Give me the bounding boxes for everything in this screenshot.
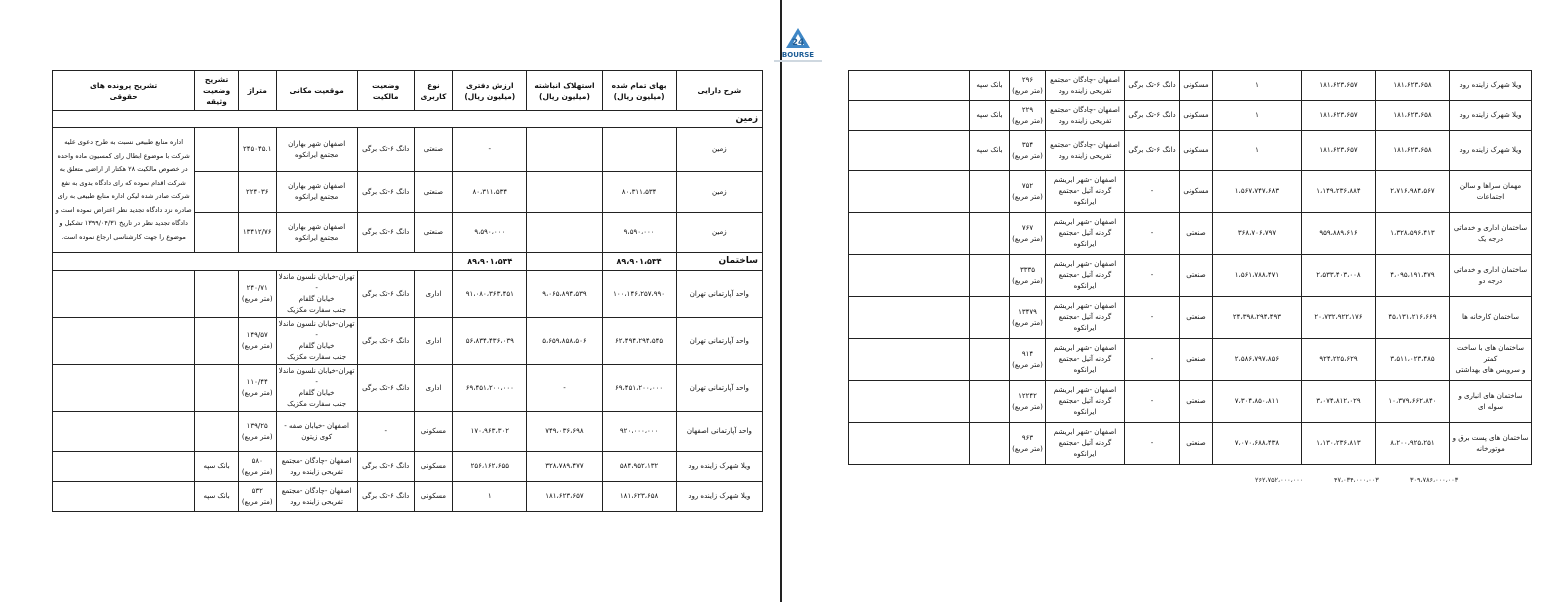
table-row [849, 381, 1532, 423]
table-cell [849, 423, 970, 465]
table-cell: اصفهان شهر بهاران مجتمع ایرانکوه [276, 172, 357, 213]
building-cost-total: ۸۹،۹۰۱،۵۳۴ [602, 253, 676, 271]
table-row [849, 255, 1532, 297]
table-row [849, 171, 1532, 213]
table-cell: اصفهان -چادگان -مجتمع تفریحی زاینده رود [1046, 71, 1125, 101]
table-cell [195, 271, 239, 318]
col-header: نوع کاربری [414, 71, 453, 111]
section-title-building: ساختمان [676, 253, 762, 271]
table-cell [195, 213, 239, 253]
table-cell: تهران-خیابان نلسون ماندلا - خیابان گلفام جنب سفارت مکزیک [276, 318, 357, 365]
table-cell: ۱۳۴۱۲/۷۶ [238, 213, 276, 253]
table-cell: اصفهان -چادگان -مجتمع تفریحی زاینده رود [1046, 131, 1125, 171]
table-cell: ۹۱،۰۸۰،۳۶۳،۴۵۱ [453, 271, 527, 318]
table-cell: دانگ ۶-تک برگی [357, 318, 414, 365]
total-depreciation: ۴۷،۰۳۴،۰۰۰،۰۰۳ [1334, 476, 1379, 484]
table-cell [53, 271, 195, 318]
table-cell: دانگ ۶-تک برگی [1125, 71, 1180, 101]
table-cell: ۱۸۱،۶۲۳،۶۵۷ [527, 482, 602, 512]
table-cell: ساختمان های با ساخت کمتر و سرویس های بهداشتی [1450, 339, 1532, 381]
table-cell: ۱۸۱،۶۲۳،۶۵۷ [1302, 71, 1376, 101]
table-cell [53, 412, 195, 452]
table-cell: صنعتی [1180, 255, 1213, 297]
table-cell [527, 172, 602, 213]
table-cell: مسکونی [1180, 101, 1213, 131]
section-title-land: زمین [53, 111, 763, 128]
table-cell: ۲۴۵۰۴۵.۱ [238, 128, 276, 172]
table-cell: ۵۸۰ (متر مربع) [238, 452, 276, 482]
table-cell: ۲۹۶ (متر مربع) [1010, 71, 1046, 101]
col-header: ارزش دفتری (میلیون ریال) [453, 71, 527, 111]
table-cell: دانگ ۶-تک برگی [1125, 101, 1180, 131]
assets-table-right [848, 70, 1532, 465]
svg-text:BOURSE: BOURSE [781, 51, 815, 59]
table-row [53, 271, 763, 318]
table-cell: زمین [676, 213, 762, 253]
table-cell [970, 255, 1010, 297]
table-cell [195, 412, 239, 452]
table-cell [970, 297, 1010, 339]
table-row [849, 213, 1532, 255]
table-cell: اصفهان -شهر ابریشم گردنه آتیل -مجتمع ایرانکوه [1046, 297, 1125, 339]
table-cell: ۱۱۰/۴۴ (متر مربع) [238, 365, 276, 412]
table-cell: دانگ ۶-تک برگی [357, 452, 414, 482]
table-cell: - [357, 412, 414, 452]
table-cell [53, 318, 195, 365]
table-cell: دانگ ۶-تک برگی [357, 128, 414, 172]
table-row [53, 412, 763, 452]
legal-note: اداره منابع طبیعی نسبت به طرح دعوی علیه شرکت با موضوع ابطال رای کمسیون ماده واحده در خصوص مالکیت ۲۸ هکتار از اراضی متعلق به شرکت اقدام نموده که رای دادگاه بدوی به نفع شرکت صادر شده لیکن اداره منابع طبیعی به رای صادره نزد دادگاه تجدید نظر اعتراض نموده است و دادگاه تجدید نظر در تاریخ ۱۳۹۹/۰۴/۳۱ تشکیل و موضوع را جهت کارشناسی ارجاع نموده است. [53, 128, 195, 253]
table-cell: ۱ [453, 482, 527, 512]
table-cell: ۱۰۰،۱۴۶،۲۵۷،۹۹۰ [602, 271, 676, 318]
table-cell [970, 213, 1010, 255]
table-cell [53, 452, 195, 482]
table-cell: اصفهان -چادگان -مجتمع تفریحی زاینده رود [276, 482, 357, 512]
table-cell: ۱،۵۶۱،۷۸۸،۴۷۱ [1213, 255, 1302, 297]
table-cell: ۱،۱۳۰،۲۳۶،۸۱۳ [1302, 423, 1376, 465]
table-cell: اصفهان -خیابان صفه - کوی زیتون [276, 412, 357, 452]
table-cell: ۱۸۱،۶۲۳،۶۵۸ [1376, 71, 1450, 101]
table-cell [970, 423, 1010, 465]
table-row [849, 101, 1532, 131]
table-cell [849, 101, 970, 131]
building-book-total: ۸۹،۹۰۱،۵۳۴ [453, 253, 527, 271]
table-cell: بانک سپه [970, 131, 1010, 171]
table-cell [849, 297, 970, 339]
table-cell: اداری [414, 271, 453, 318]
table-cell: اصفهان -شهر ابریشم گردنه آتیل -مجتمع ایرانکوه [1046, 339, 1125, 381]
table-cell: واحد آپارتمانی تهران [676, 365, 762, 412]
table-cell: اصفهان -شهر ابریشم گردنه آتیل -مجتمع ایرانکوه [1046, 213, 1125, 255]
table-cell: - [1125, 171, 1180, 213]
table-cell: صنعتی [1180, 297, 1213, 339]
table-cell: مسکونی [414, 482, 453, 512]
table-cell: - [1125, 381, 1180, 423]
table-cell [195, 128, 239, 172]
table-cell: مسکونی [1180, 131, 1213, 171]
col-header: موقعیت مکانی [276, 71, 357, 111]
table-cell: اداری [414, 365, 453, 412]
table-cell [970, 339, 1010, 381]
table-cell: ۷،۳۰۴،۸۵۰،۸۱۱ [1213, 381, 1302, 423]
table-cell: ۷۵۲ (متر مربع) [1010, 171, 1046, 213]
table-cell: ۱۸۱،۶۲۳،۶۵۷ [1302, 101, 1376, 131]
table-cell: صنعتی [1180, 423, 1213, 465]
table-cell: ۱۳۹/۲۵ (متر مربع) [238, 412, 276, 452]
table-cell [849, 255, 970, 297]
table-cell: مهمان سراها و سالن اجتماعات [1450, 171, 1532, 213]
table-cell: صنعتی [1180, 339, 1213, 381]
table-cell: مسکونی [414, 452, 453, 482]
table-cell: بانک سپه [195, 482, 239, 512]
table-row [53, 482, 763, 512]
table-cell: صنعتی [414, 172, 453, 213]
table-cell: ۲،۷۱۶،۹۸۴،۵۶۷ [1376, 171, 1450, 213]
table-cell: مسکونی [1180, 71, 1213, 101]
table-cell: ۳،۰۷۴،۸۱۲،۰۲۹ [1302, 381, 1376, 423]
table-cell: ۷۴۹،۰۳۶،۶۹۸ [527, 412, 602, 452]
table-cell: ۳۲۸،۷۸۹،۴۷۷ [527, 452, 602, 482]
table-cell: ۲۴۰/۷۱ (متر مربع) [238, 271, 276, 318]
table-cell: اداری [414, 318, 453, 365]
table-cell: ۷۶۷ (متر مربع) [1010, 213, 1046, 255]
table-cell [53, 365, 195, 412]
table-row [849, 339, 1532, 381]
table-cell: ۲۴،۳۹۸،۲۹۴،۴۹۳ [1213, 297, 1302, 339]
table-cell [527, 128, 602, 172]
table-cell: ۵،۶۵۹،۸۵۸،۵۰۶ [527, 318, 602, 365]
table-cell [849, 71, 970, 101]
table-cell: ۱۸۱،۶۲۳،۶۵۸ [1376, 101, 1450, 131]
col-header: تشریح پرونده های حقوقی [53, 71, 195, 111]
col-header: استهلاک انباشته (میلیون ریال) [527, 71, 602, 111]
table-cell: - [1125, 213, 1180, 255]
table-cell: ۸۰،۳۱۱،۵۳۴ [453, 172, 527, 213]
table-cell: ۲۲۹ (متر مربع) [1010, 101, 1046, 131]
table-cell: ۷،۰۷۰،۶۸۸،۴۳۸ [1213, 423, 1302, 465]
table-cell: اصفهان -شهر ابریشم گردنه آتیل -مجتمع ایرانکوه [1046, 171, 1125, 213]
table-cell: صنعتی [414, 128, 453, 172]
table-cell: ویلا شهرک زاینده رود [1450, 101, 1532, 131]
table-cell: ۲۵۶،۱۶۲،۶۵۵ [453, 452, 527, 482]
table-cell: مسکونی [1180, 171, 1213, 213]
table-cell: - [1125, 423, 1180, 465]
table-cell: دانگ ۶-تک برگی [1125, 131, 1180, 171]
table-cell: واحد آپارتمانی تهران [676, 318, 762, 365]
table-row [849, 71, 1532, 101]
table-cell: ۱۲۲۴۲ (متر مربع) [1010, 381, 1046, 423]
table-cell: ۱،۵۶۷،۷۴۷،۶۸۳ [1213, 171, 1302, 213]
table-cell: تهران-خیابان نلسون ماندلا - خیابان گلفام جنب سفارت مکزیک [276, 271, 357, 318]
table-cell [195, 172, 239, 213]
header-row [53, 71, 763, 111]
table-cell: زمین [676, 128, 762, 172]
table-cell: ساختمان کارخانه ها [1450, 297, 1532, 339]
table-cell: مسکونی [414, 412, 453, 452]
table-cell [527, 213, 602, 253]
table-cell: ۳۵۴ (متر مربع) [1010, 131, 1046, 171]
table-cell: ۱۰،۳۷۹،۶۶۲،۸۴۰ [1376, 381, 1450, 423]
table-cell: اصفهان -شهر ابریشم گردنه آتیل -مجتمع ایرانکوه [1046, 423, 1125, 465]
table-cell: ۳۶۸،۷۰۶،۷۹۷ [1213, 213, 1302, 255]
table-cell: واحد آپارتمانی اصفهان [676, 412, 762, 452]
table-cell: - [527, 365, 602, 412]
table-cell: ۱۷۰،۹۶۳،۳۰۲ [453, 412, 527, 452]
table-cell [849, 131, 970, 171]
table-cell: ۵۶،۸۳۴،۴۳۶،۰۳۹ [453, 318, 527, 365]
table-cell: ویلا شهرک زاینده رود [676, 452, 762, 482]
table-row [53, 318, 763, 365]
assets-table-left [52, 70, 763, 512]
table-cell: اصفهان -چادگان -مجتمع تفریحی زاینده رود [276, 452, 357, 482]
table-cell: ۵۳۲ (متر مربع) [238, 482, 276, 512]
table-cell: ۲،۵۸۶،۷۹۷،۸۵۶ [1213, 339, 1302, 381]
table-cell: اصفهان -چادگان -مجتمع تفریحی زاینده رود [1046, 101, 1125, 131]
col-header: شرح دارایی [676, 71, 762, 111]
table-cell: ۹۲۰،۰۰۰،۰۰۰ [602, 412, 676, 452]
table-cell: دانگ ۶-تک برگی [357, 482, 414, 512]
table-cell: ساختمان های پست برق و موتورخانه [1450, 423, 1532, 465]
table-cell: اصفهان -شهر ابریشم گردنه آتیل -مجتمع ایرانکوه [1046, 381, 1125, 423]
table-cell [527, 253, 602, 271]
table-row [849, 131, 1532, 171]
logo-underline [774, 60, 822, 62]
table-cell: صنعتی [414, 213, 453, 253]
table-cell [195, 365, 239, 412]
table-cell: ساختمان اداری و خدماتی درجه دو [1450, 255, 1532, 297]
col-header: وضعیت مالکیت [357, 71, 414, 111]
table-cell: ۶۹،۴۵۱،۲۰۰،۰۰۰ [602, 365, 676, 412]
table-cell: ۲۲۴۰۳۶ [238, 172, 276, 213]
table-row [53, 128, 763, 172]
table-cell: ۱۸۱،۶۲۳،۶۵۸ [602, 482, 676, 512]
table-cell: دانگ ۶-تک برگی [357, 172, 414, 213]
col-header: تشریح وضعیت وثیقه [195, 71, 239, 111]
section-row-building [53, 253, 763, 271]
table-cell: ۹،۵۹۰،۰۰۰ [602, 213, 676, 253]
table-cell: ۹۶۳ (متر مربع) [1010, 423, 1046, 465]
table-cell: ویلا شهرک زاینده رود [676, 482, 762, 512]
table-cell [849, 171, 970, 213]
table-cell: ۱ [1213, 101, 1302, 131]
table-cell: - [1125, 339, 1180, 381]
table-cell: ۲،۵۳۳،۴۰۳،۰۰۸ [1302, 255, 1376, 297]
total-book-value: ۲۶۲،۷۵۲،۰۰۰،۰۰۰ [1255, 476, 1304, 484]
table-cell: ۱ [1213, 71, 1302, 101]
table-cell: دانگ ۶-تک برگی [357, 365, 414, 412]
page-divider [780, 0, 782, 602]
total-cost: ۳۰۹،۷۸۶،۰۰۰،۰۰۳ [1410, 476, 1459, 484]
table-cell: اصفهان شهر بهاران مجتمع ایرانکوه [276, 213, 357, 253]
table-cell: ۹،۵۹۰،۰۰۰ [453, 213, 527, 253]
table-cell: ۵۸۴،۹۵۲،۱۳۲ [602, 452, 676, 482]
table-cell: ۱،۱۴۹،۲۳۶،۸۸۴ [1302, 171, 1376, 213]
table-cell [849, 339, 970, 381]
table-cell [970, 381, 1010, 423]
table-cell: ۱۸۱،۶۲۳،۶۵۷ [1302, 131, 1376, 171]
table-cell: اصفهان -شهر ابریشم گردنه آتیل -مجتمع ایرانکوه [1046, 255, 1125, 297]
table-cell: - [1125, 297, 1180, 339]
table-cell: ۹،۰۶۵،۸۹۴،۵۳۹ [527, 271, 602, 318]
table-cell: ۱۴۹/۵۷ (متر مربع) [238, 318, 276, 365]
table-cell [970, 171, 1010, 213]
table-cell: ۹۱۴ (متر مربع) [1010, 339, 1046, 381]
table-cell: بانک سپه [970, 101, 1010, 131]
table-cell: واحد آپارتمانی تهران [676, 271, 762, 318]
table-cell: دانگ ۶-تک برگی [357, 213, 414, 253]
table-cell: - [1125, 255, 1180, 297]
table-cell [602, 128, 676, 172]
table-cell: ۴۵،۱۳۱،۲۱۶،۶۶۹ [1376, 297, 1450, 339]
table-cell: زمین [676, 172, 762, 213]
table-row [53, 365, 763, 412]
table-row [849, 297, 1532, 339]
table-cell: ۲۰،۷۳۲،۹۲۲،۱۷۶ [1302, 297, 1376, 339]
table-cell: تهران-خیابان نلسون ماندلا - خیابان گلفام جنب سفارت مکزیک [276, 365, 357, 412]
table-cell: ساختمان اداری و خدماتی درجه یک [1450, 213, 1532, 255]
table-cell: ۳،۵۱۱،۰۲۳،۴۸۵ [1376, 339, 1450, 381]
table-cell: ۸۰،۳۱۱،۵۳۴ [602, 172, 676, 213]
table-cell: ویلا شهرک زاینده رود [1450, 71, 1532, 101]
col-header: بهای تمام شده (میلیون ریال) [602, 71, 676, 111]
table-cell: ۱ [1213, 131, 1302, 171]
table-cell: ۴،۰۹۵،۱۹۱،۴۷۹ [1376, 255, 1450, 297]
table-cell: ۱۳۴۷۹ (متر مربع) [1010, 297, 1046, 339]
table-cell: ۹۵۹،۸۸۹،۶۱۶ [1302, 213, 1376, 255]
table-cell: ۱،۳۲۸،۵۹۶،۴۱۳ [1376, 213, 1450, 255]
table-cell [195, 318, 239, 365]
table-cell [53, 253, 453, 271]
table-cell: ویلا شهرک زاینده رود [1450, 131, 1532, 171]
table-cell: صنعتی [1180, 213, 1213, 255]
table-cell: بانک سپه [195, 452, 239, 482]
table-cell: ۸،۲۰۰،۹۲۵،۲۵۱ [1376, 423, 1450, 465]
table-cell: ۶۲،۴۹۴،۲۹۴،۵۴۵ [602, 318, 676, 365]
svg-text:24: 24 [791, 38, 805, 48]
table-row [849, 423, 1532, 465]
table-cell: ۱۸۱،۶۲۳،۶۵۸ [1376, 131, 1450, 171]
table-row [53, 452, 763, 482]
table-cell: اصفهان شهر بهاران مجتمع ایرانکوه [276, 128, 357, 172]
col-header: متراژ [238, 71, 276, 111]
table-cell: صنعتی [1180, 381, 1213, 423]
table-cell: بانک سپه [970, 71, 1010, 101]
table-cell: ساختمان های انباری و سوله ای [1450, 381, 1532, 423]
table-cell: - [453, 128, 527, 172]
table-cell [849, 381, 970, 423]
table-cell [53, 482, 195, 512]
table-cell: ۳۳۳۵ (متر مربع) [1010, 255, 1046, 297]
table-cell: ۹۲۴،۲۲۵،۶۲۹ [1302, 339, 1376, 381]
table-cell: دانگ ۶-تک برگی [357, 271, 414, 318]
table-cell: ۶۹،۴۵۱،۲۰۰،۰۰۰ [453, 365, 527, 412]
table-cell [849, 213, 970, 255]
